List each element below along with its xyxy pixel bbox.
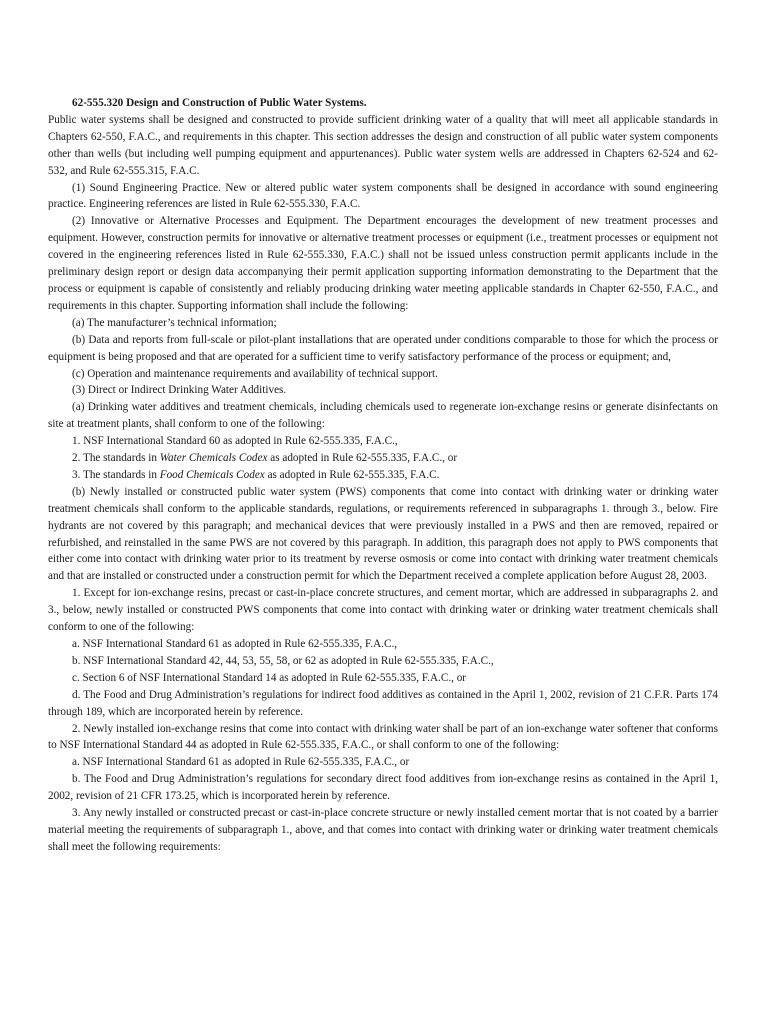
item-3b-2: 2. Newly installed ion-exchange resins that come into contact with drinking water shall be part of an ion-exchange water softener that conforms to NSF International Standard 44 as adopted in Rule 62-555.335, F.A.C., or shall conform to one of the following: [48,722,718,752]
item-3b-2-a: a. NSF International Standard 61 as adopted in Rule 62-555.335, F.A.C., or [72,756,410,769]
item-3b-1: 1. Except for ion-exchange resins, precast or cast-in-place concrete structures, and cement mortar, which are addressed in subparagraphs 2. and 3., below, newly installed or constructed PWS components that come into contact with drinking water or drinking water treatment chemicals shall conform to one of the following: [48,587,718,634]
document-page [48,95,718,856]
item-2c: (c) Operation and maintenance requirements and availability of technical support. [72,367,438,380]
item-3b-1-d: d. The Food and Drug Administration’s regulations for indirect food additives as contained in the April 1, 2002, revision of 21 C.F.R. Parts 174 through 189, which are incorporated herein by reference. [48,688,718,718]
section-title: 62-555.320 Design and Construction of Public Water Systems. [72,97,367,109]
item-2a: (a) The manufacturer’s technical information; [72,316,277,329]
item-3a-3 [48,467,718,484]
intro-paragraph: Public water systems shall be designed and constructed to provide sufficient drinking water of a quality that will meet all applicable standards in Chapters 62-550, F.A.C., and requirements in this chapter. This section addresses the design and construction of all public water system components other than wells (but including well pumping equipment and appurtenances). Public water system wells are addressed in Chapters 62-524 and 62-532, and Rule 62-555.315, F.A.C. [48,113,718,177]
paragraph-2-innovative-processes: (2) Innovative or Alternative Processes and Equipment. The Department encourages the development of new treatment processes and equipment. However, construction permits for innovative or alternative treatment processes or equipment (i.e., treatment processes or equipment not covered in the engineering references listed in Rule 62-555.330, F.A.C.) shall not be issued unless construction permit applicants include in the preliminary design report or design data accompanying their permit application supporting information demonstrating to the Department that the process or equipment is capable of consistently and reliably producing drinking water meeting applicable standards in Chapter 62-550, F.A.C., and requirements in this chapter. Supporting information shall include the following: [48,215,718,312]
item-3a-2-pre: 2. The standards in [72,452,160,465]
item-3a-2 [48,450,718,467]
item-2b: (b) Data and reports from full-scale or pilot-plant installations that are operated under conditions comparable to those for which the process or equipment is being proposed and that are operated for a sufficient time to verify satisfactory performance of the process or equipment; and, [48,333,718,363]
item-3b-3: 3. Any newly installed or constructed precast or cast-in-place concrete structure or newly installed cement mortar that is not coated by a barrier material meeting the requirements of subparagraph 1., above, and that comes into contact with drinking water or drinking water treatment chemicals shall meet the following requirements: [48,807,718,853]
item-3a-1: 1. NSF International Standard 60 as adopted in Rule 62-555.335, F.A.C., [72,435,398,448]
item-3a-3-pre: 3. The standards in [72,468,160,481]
item-3b-1-b: b. NSF International Standard 42, 44, 53, 55, 58, or 62 as adopted in Rule 62-555.335, F.A.C., [72,654,494,667]
item-3b-1-a: a. NSF International Standard 61 as adopted in Rule 62-555.335, F.A.C., [72,638,398,650]
food-chemicals-codex: Food Chemicals Codex [159,468,265,481]
item-3a-2-post: as adopted in Rule 62-555.335, F.A.C., or [267,452,458,465]
water-chemicals-codex: Water Chemicals Codex [159,452,268,465]
item-3b: (b) Newly installed or constructed public water system (PWS) components that come into contact with drinking water or drinking water treatment chemicals shall conform to the applicable standards, regulations, or requirements referenced in subparagraphs 1. through 3., below. Fire hydrants are not covered by this paragraph; and mechanical devices that were previously installed in a PWS and then are removed, repaired or refurbished, and reinstalled in the same PWS are not covered by this paragraph. In addition, this paragraph does not apply to PWS components that either come into contact with drinking water prior to its treatment by reverse osmosis or come into contact with drinking water treatment chemicals and that are installed or constructed under a construction permit for which the Department received a complete application before August 28, 2003. [48,485,718,583]
item-3a: (a) Drinking water additives and treatment chemicals, including chemicals used to regenerate ion-exchange resins or generate disinfectants on site at treatment plants, shall conform to one of the following: [48,401,718,431]
paragraph-3-additives: (3) Direct or Indirect Drinking Water Additives. [72,384,287,397]
item-3b-1-c: c. Section 6 of NSF International Standard 14 as adopted in Rule 62-555.335, F.A.C., or [72,671,467,684]
item-3a-3-post: as adopted in Rule 62-555.335, F.A.C. [264,468,440,481]
item-3b-2-b: b. The Food and Drug Administration’s regulations for secondary direct food additives from ion-exchange resins as contained in the April 1, 2002, revision of 21 CFR 173.25, which is incorporated herein by reference. [48,773,718,803]
paragraph-1-sound-engineering: (1) Sound Engineering Practice. New or altered public water system components shall be designed in accordance with sound engineering practice. Engineering references are listed in Rule 62-555.330, F.A.C. [48,181,718,211]
